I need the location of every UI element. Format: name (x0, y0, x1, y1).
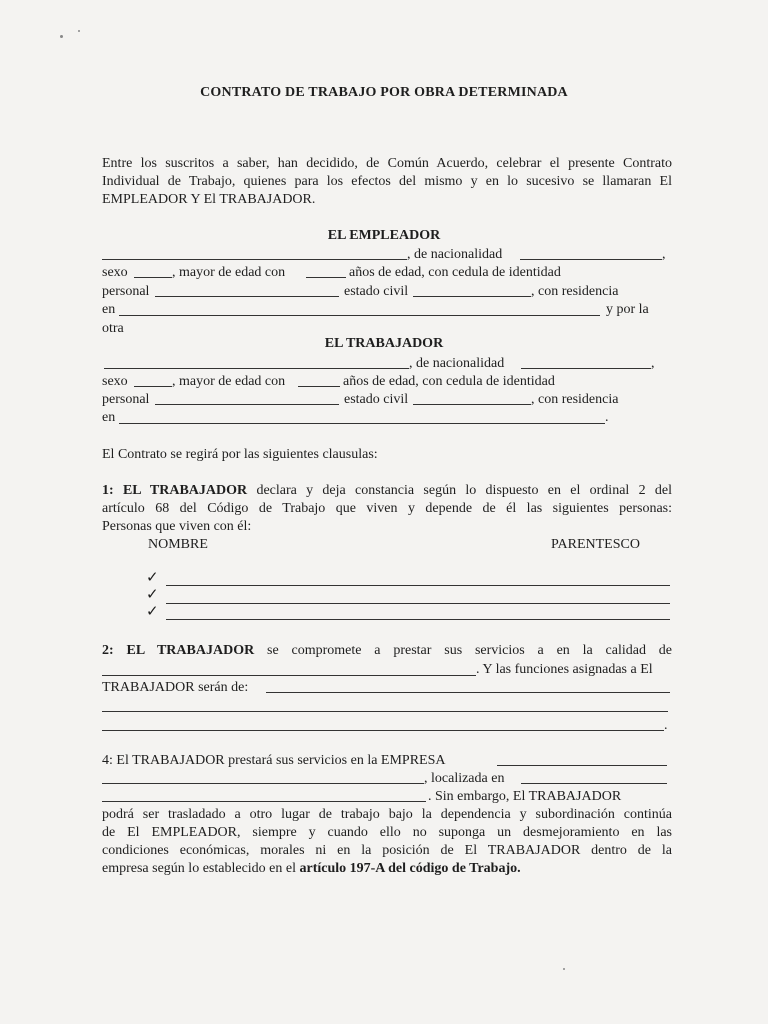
trabajador-nacionalidad-label: , de nacionalidad (409, 356, 505, 371)
clausula-4-line-1: 4: El TRABAJADOR prestará sus servicios en la EMPRESA (102, 753, 446, 768)
empleador-cedula-field[interactable] (155, 296, 339, 297)
empleador-nacionalidad-label: , de nacionalidad (407, 247, 503, 262)
check-icon: ✓ (146, 570, 159, 586)
clausula-1-number: 1: (102, 483, 114, 498)
clausula-1-line-2: artículo 68 del Código de Trabajo que viven y depende de él las siguientes personas: (102, 501, 672, 516)
persona-3-field[interactable] (166, 619, 670, 620)
clausula-4-line-4: podrá ser trasladado a otro lugar de trabajo bajo la dependencia y subordinación continúa (102, 807, 672, 822)
trabajador-anios-label: años de edad, con cedula de identidad (343, 374, 555, 389)
trabajador-en-label: en (102, 410, 116, 425)
clausula-1-bold: EL TRABAJADOR (122, 483, 248, 498)
persona-2-field[interactable] (166, 603, 670, 604)
clausula-2-text: se compromete a prestar sus servicios a en la calidad de (267, 643, 672, 658)
persona-1-field[interactable] (166, 585, 670, 586)
clausulas-intro: El Contrato se regirá por las siguientes clausulas: (102, 447, 378, 462)
clausula-1-line-3: Personas que viven con él: (102, 519, 252, 534)
clausula-4-line-2: , localizada en (424, 771, 505, 786)
empleador-otra: otra (102, 321, 124, 336)
clausula-1-text: declara y deja constancia según lo dispuesto en el ordinal 2 del (256, 483, 672, 498)
empleador-heading: EL EMPLEADOR (327, 228, 441, 243)
clausula-2-calidad-field[interactable] (102, 675, 476, 676)
check-icon: ✓ (146, 604, 159, 620)
empleador-residencia-field[interactable] (119, 315, 600, 316)
empleador-personal-label: personal (102, 284, 150, 299)
col-parentesco: PARENTESCO (551, 537, 640, 552)
clausula-4-line-7-text: empresa según lo establecido en el (102, 861, 296, 876)
trabajador-heading: EL TRABAJADOR (324, 336, 444, 351)
clausula-2-funciones-field-2[interactable] (102, 711, 668, 712)
trabajador-cedula-field[interactable] (155, 404, 339, 405)
scan-speck (60, 35, 63, 38)
trabajador-residencia-label: , con residencia (531, 392, 619, 407)
trabajador-edad-field[interactable] (298, 386, 340, 387)
clausula-2-line-3: TRABAJADOR serán de: (102, 680, 249, 695)
empleador-edad-field[interactable] (306, 277, 346, 278)
scan-speck (563, 968, 565, 970)
empleador-nacionalidad-field[interactable] (520, 259, 662, 260)
trabajador-estado-civil-field[interactable] (413, 404, 531, 405)
clausula-2-bold: EL TRABAJADOR (126, 643, 255, 658)
clausula-4-line-6: condiciones económicas, morales ni en la posición de El TRABAJADOR dentro de la (102, 843, 672, 858)
trabajador-name-field[interactable] (104, 368, 409, 369)
check-icon: ✓ (146, 587, 159, 603)
clausula-2-line-2: . Y las funciones asignadas a El (476, 662, 653, 677)
document-title: CONTRATO DE TRABAJO POR OBRA DETERMINADA (200, 85, 568, 100)
empleador-sexo-label: sexo (102, 265, 128, 280)
scan-speck (78, 30, 80, 32)
clausula-2-funciones-field-3[interactable] (102, 730, 664, 731)
empleador-en-label: en (102, 302, 116, 317)
clausula-2-period: . (664, 718, 668, 733)
empleador-estado-civil-label: estado civil (344, 284, 409, 299)
clausula-4-empresa-field-2[interactable] (102, 783, 424, 784)
clausula-4-localizada-field-2[interactable] (102, 801, 426, 802)
trabajador-sexo-field[interactable] (134, 386, 172, 387)
clausula-4-line-5: de El EMPLEADOR, siempre y cuando ello no suponga un desmejoramiento en las (102, 825, 672, 840)
trabajador-sexo-label: sexo (102, 374, 128, 389)
clausula-2-funciones-field-1[interactable] (266, 692, 670, 693)
empleador-mayor-label: , mayor de edad con (172, 265, 286, 280)
empleador-estado-civil-field[interactable] (413, 296, 531, 297)
empleador-y-por-la: y por la (606, 302, 649, 317)
intro-line-2: Individual de Trabajo, quienes para los efectos del mismo y en lo sucesivo se llamaran El (102, 174, 672, 189)
clausula-4-article-ref: artículo 197-A del código de Trabajo. (299, 861, 521, 876)
trabajador-mayor-label: , mayor de edad con (172, 374, 286, 389)
clausula-2-number: 2: (102, 643, 114, 658)
trabajador-nacionalidad-field[interactable] (521, 368, 651, 369)
clausula-4-line-3: . Sin embargo, El TRABAJADOR (428, 789, 622, 804)
trabajador-comma: , (651, 356, 655, 371)
col-nombre: NOMBRE (148, 537, 208, 552)
clausula-1-line-1 (102, 482, 672, 500)
intro-line-1: Entre los suscritos a saber, han decidido, de Común Acuerdo, celebrar el presente Contrato (102, 156, 672, 171)
trabajador-personal-label: personal (102, 392, 150, 407)
empleador-comma: , (662, 247, 666, 262)
empleador-name-field[interactable] (102, 259, 407, 260)
trabajador-residencia-field[interactable] (119, 423, 605, 424)
trabajador-period: . (605, 410, 609, 425)
empleador-anios-label: años de edad, con cedula de identidad (349, 265, 561, 280)
clausula-4-line-7 (102, 860, 521, 878)
empleador-residencia-label: , con residencia (531, 284, 619, 299)
clausula-2-line-1 (102, 642, 672, 660)
empleador-sexo-field[interactable] (134, 277, 172, 278)
intro-line-3: EMPLEADOR Y El TRABAJADOR. (102, 192, 316, 207)
trabajador-estado-civil-label: estado civil (344, 392, 409, 407)
clausula-4-localizada-field[interactable] (521, 783, 667, 784)
clausula-4-empresa-field[interactable] (497, 765, 667, 766)
